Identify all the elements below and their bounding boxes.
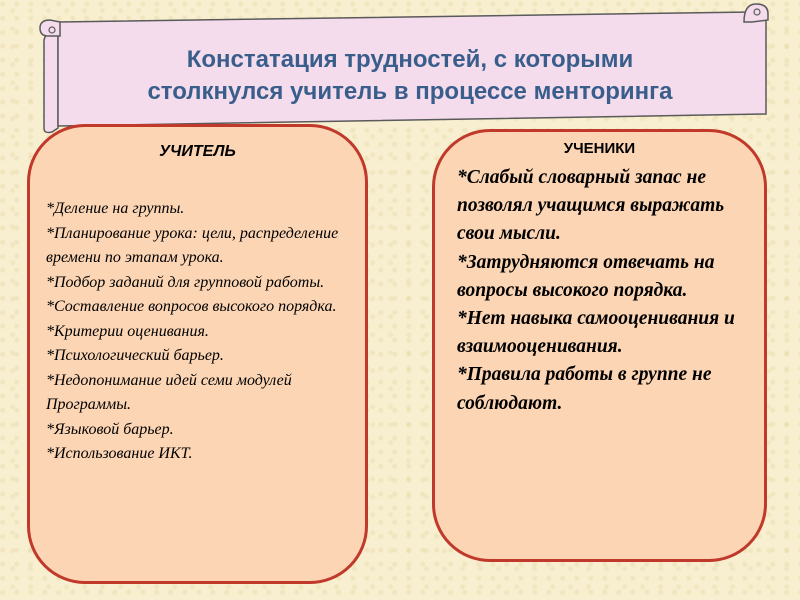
list-item: *Правила работы в группе не соблюдают. bbox=[457, 364, 712, 414]
list-item: *Деление на группы. bbox=[46, 200, 185, 217]
list-item: *Критерии оценивания. bbox=[46, 322, 209, 340]
list-item: *Языковой барьер. bbox=[46, 420, 174, 438]
list-item: *Слабый словарный запас не позволял учащимся выражать свои мысли. bbox=[457, 167, 725, 245]
list-item: *Подбор заданий для групповой работы. bbox=[46, 273, 325, 291]
list-item: *Планирование урока: цели, распределение времени по этапам урока. bbox=[46, 224, 339, 266]
page-title bbox=[60, 30, 760, 122]
teacher-heading: УЧИТЕЛЬ bbox=[159, 143, 236, 160]
title-line-2: столкнулся учитель в процессе менторинга bbox=[147, 78, 673, 105]
list-item: *Затрудняются отвечать на вопросы высокого порядка. bbox=[457, 251, 715, 301]
title-line-1: Констатация трудностей, с которыми bbox=[186, 46, 634, 73]
students-heading: УЧЕНИКИ bbox=[563, 140, 636, 157]
students-panel bbox=[432, 129, 767, 562]
students-list bbox=[457, 164, 757, 418]
list-item: *Составление вопросов высокого порядка. bbox=[46, 298, 337, 315]
list-item: *Недопонимание идей семи модулей Программы. bbox=[46, 371, 292, 413]
list-item: *Психологический барьер. bbox=[46, 347, 224, 364]
teacher-list bbox=[46, 197, 364, 467]
list-item: *Нет навыка самооценивания и взаимооценивания. bbox=[457, 308, 735, 358]
list-item: *Использование ИКТ. bbox=[46, 445, 193, 462]
teacher-panel bbox=[27, 124, 368, 584]
